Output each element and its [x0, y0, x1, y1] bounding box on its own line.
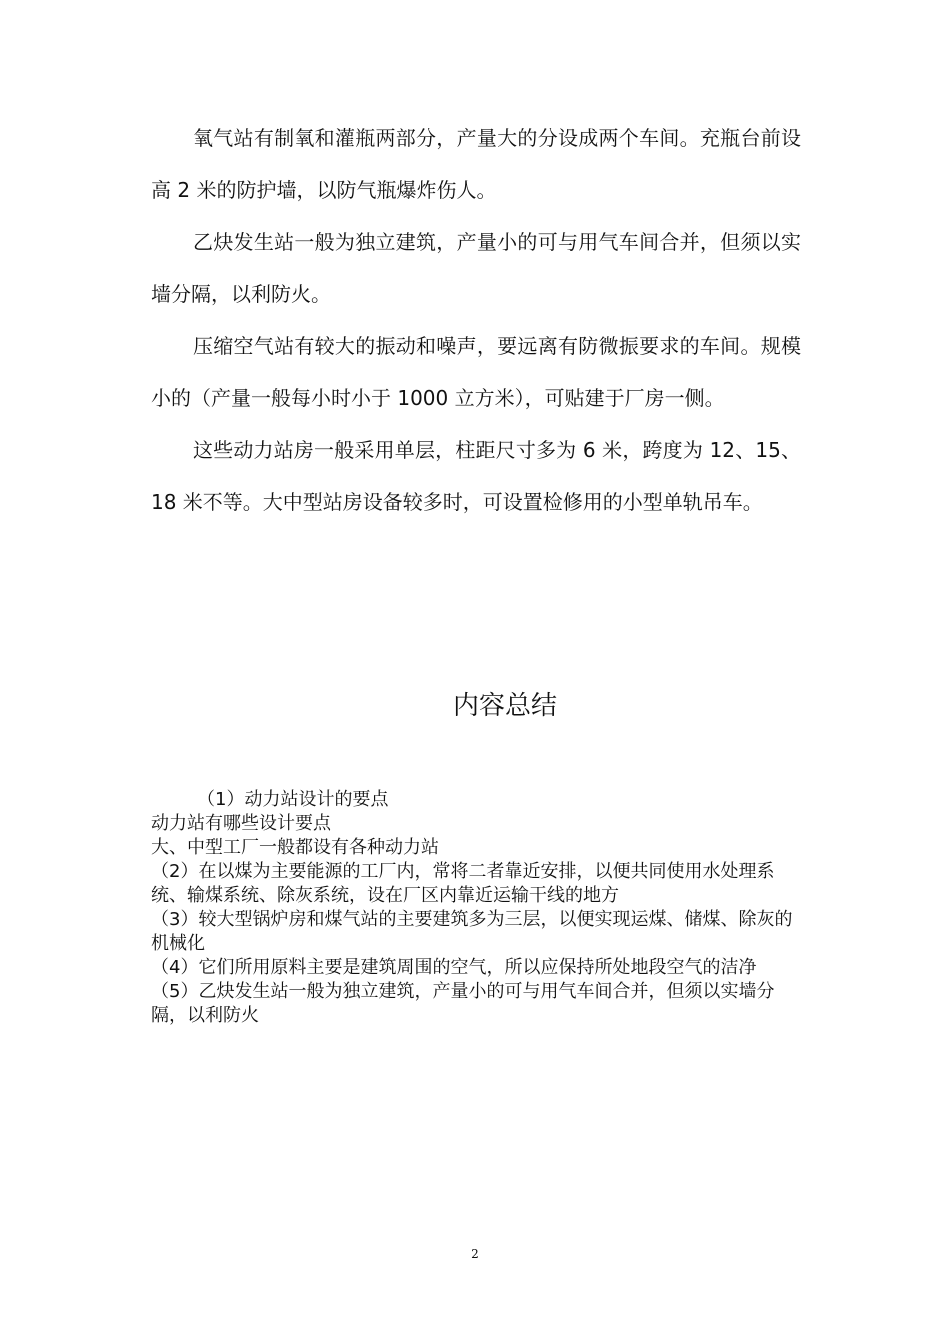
body-text [151, 112, 801, 528]
summary-item: （2）在以煤为主要能源的工厂内，常将二者靠近安排，以便共同使用水处理系统、输煤系统、除灰系统，设在厂区内靠近运输干线的地方 [151, 861, 775, 906]
paragraph-compressed-air-station: 压缩空气站有较大的振动和噪声，要远离有防微振要求的车间。规模小的（产量一般每小时小于 1000 立方米），可贴建于厂房一侧。 [151, 334, 801, 410]
summary-heading: 内容总结 [452, 691, 557, 721]
summary-item: 动力站有哪些设计要点 [151, 813, 331, 834]
summary-list [151, 788, 801, 1028]
summary-item: 大、中型工厂一般都设有各种动力站 [151, 837, 439, 858]
summary-item: （1）动力站设计的要点 [197, 789, 389, 810]
paragraph-station-building-dimensions: 这些动力站房一般采用单层，柱距尺寸多为 6 米，跨度为 12、15、18 米不等。大中型站房设备较多时，可设置检修用的小型单轨吊车。 [151, 438, 801, 514]
paragraph-oxygen-station: 氧气站有制氧和灌瓶两部分，产量大的分设成两个车间。充瓶台前设高 2 米的防护墙，以防气瓶爆炸伤人。 [151, 126, 801, 202]
summary-item: （3）较大型锅炉房和煤气站的主要建筑多为三层，以便实现运煤、储煤、除灰的机械化 [151, 909, 793, 954]
paragraph-acetylene-station: 乙炔发生站一般为独立建筑，产量小的可与用气车间合并，但须以实墙分隔，以利防火。 [151, 230, 801, 306]
page-number: 2 [471, 1247, 479, 1261]
summary-item: （5）乙炔发生站一般为独立建筑，产量小的可与用气车间合并，但须以实墙分隔，以利防火 [151, 981, 775, 1026]
summary-item: （4）它们所用原料主要是建筑周围的空气，所以应保持所处地段空气的洁净 [151, 957, 757, 978]
